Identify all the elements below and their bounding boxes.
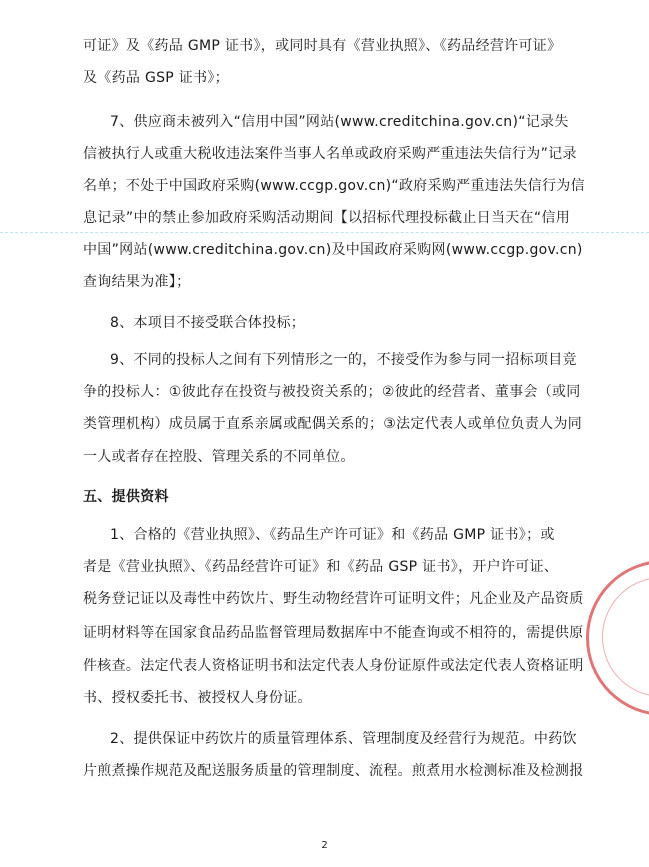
text-line: 者是《营业执照》、《药品经营许可证》和《药品 GSP 证书》，开户许可证、 (83, 559, 559, 575)
text-line: 税务登记证以及毒性中药饮片、野生动物经营许可证明文件；凡企业及产品资质 (83, 591, 584, 607)
text-line: 证明材料等在国家食品药品监督管理局数据库中不能查询或不相符的，需提供原 (83, 625, 584, 641)
text-line: 信被执行人或重大税收违法案件当事人名单或政府采购严重违法失信行为”记录 (83, 146, 577, 162)
text-line: 一人或者存在控股、管理关系的不同单位。 (83, 449, 355, 465)
text-line: 1、合格的《营业执照》、《药品生产许可证》和《药品 GMP 证书》；或 (110, 527, 555, 543)
text-line: 查询结果为准】； (83, 274, 191, 290)
text-line: 书、授权委托书、被授权人身份证。 (83, 690, 312, 706)
text-line: 类管理机构）成员属于直系亲属或配偶关系的；③法定代表人或单位负责人为同 (83, 416, 583, 432)
text-line: 名单；不处于中国政府采购(www.ccgp.gov.cn)“政府采购严重违法失信行为信 (83, 178, 585, 194)
text-line: 中国”网站(www.creditchina.gov.cn)及中国政府采购网(www.ccgp.gov.cn) (83, 242, 583, 258)
text-line: 及《药品 GSP 证书》； (83, 70, 229, 86)
text-line: 8、本项目不接受联合体投标； (110, 315, 306, 331)
text-line: 2、提供保证中药饮片的质量管理体系、管理制度及经营行为规范。中药饮 (110, 731, 577, 747)
scan-artifact-line (0, 232, 649, 233)
text-line: 息记录”中的禁止参加政府采购活动期间【以招标代理投标截止日当天在“信用 (83, 210, 571, 226)
section-heading: 五、提供资料 (83, 489, 169, 505)
text-line: 7、供应商未被列入“信用中国”网站(www.creditchina.gov.cn)“记录失 (110, 114, 569, 130)
text-line: 片煎煮操作规范及配送服务质量的管理制度、流程。煎煮用水检测标准及检测报 (83, 763, 584, 779)
text-line: 9、不同的投标人之间有下列情形之一的，不接受作为参与同一招标项目竞 (110, 352, 577, 368)
page-number: 2 (321, 840, 328, 851)
text-line: 可证》及《药品 GMP 证书》，或同时具有《营业执照》、《药品经营许可证》 (83, 38, 562, 54)
text-line: 件核查。法定代表人资格证明书和法定代表人身份证原件或法定代表人资格证明 (83, 658, 584, 674)
text-line: 争的投标人：①彼此存在投资与被投资关系的；②彼此的经营者、董事会（或同 (83, 384, 581, 400)
